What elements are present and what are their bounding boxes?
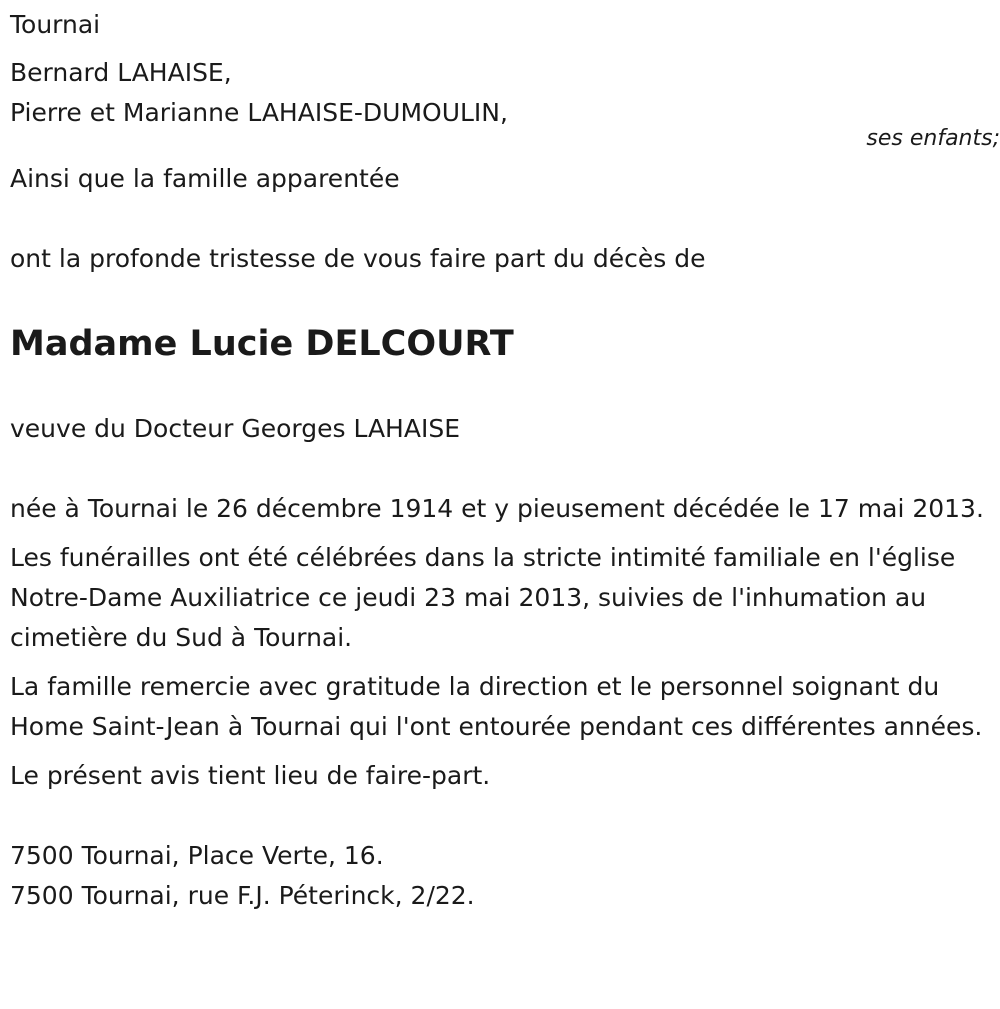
announcement: ont la profonde tristesse de vous faire part du décès de xyxy=(10,244,706,273)
family-line-2: Pierre et Marianne LAHAISE-DUMOULIN, xyxy=(10,98,508,127)
address-2: 7500 Tournai, rue F.J. Péterinck, 2/22. xyxy=(10,881,475,910)
extended-family: Ainsi que la famille apparentée xyxy=(10,164,400,193)
thanks-paragraph: La famille remercie avec gratitude la direction et le personnel soignant du Home Saint-Jean à Tournai qui l'ont entourée pendant ces différentes années. xyxy=(10,672,983,741)
location: Tournai xyxy=(10,10,101,39)
address-1: 7500 Tournai, Place Verte, 16. xyxy=(10,841,384,870)
deceased-name: Madame Lucie DELCOURT xyxy=(10,324,514,364)
obituary-notice xyxy=(10,0,1000,916)
funeral-paragraph: Les funérailles ont été célébrées dans la stricte intimité familiale en l'église Notre-Dame Auxiliatrice ce jeudi 23 mai 2013, suivies de l'inhumation au cimetière du Sud à Tournai. xyxy=(10,543,956,652)
family-block xyxy=(10,53,1000,199)
family-line-1: Bernard LAHAISE, xyxy=(10,58,232,87)
widow-of: veuve du Docteur Georges LAHAISE xyxy=(10,414,460,443)
relation-label: ses enfants; xyxy=(866,126,1000,151)
notice-paragraph: Le présent avis tient lieu de faire-part. xyxy=(10,761,491,790)
birth-death-paragraph: née à Tournai le 26 décembre 1914 et y pieusement décédée le 17 mai 2013. xyxy=(10,494,984,523)
